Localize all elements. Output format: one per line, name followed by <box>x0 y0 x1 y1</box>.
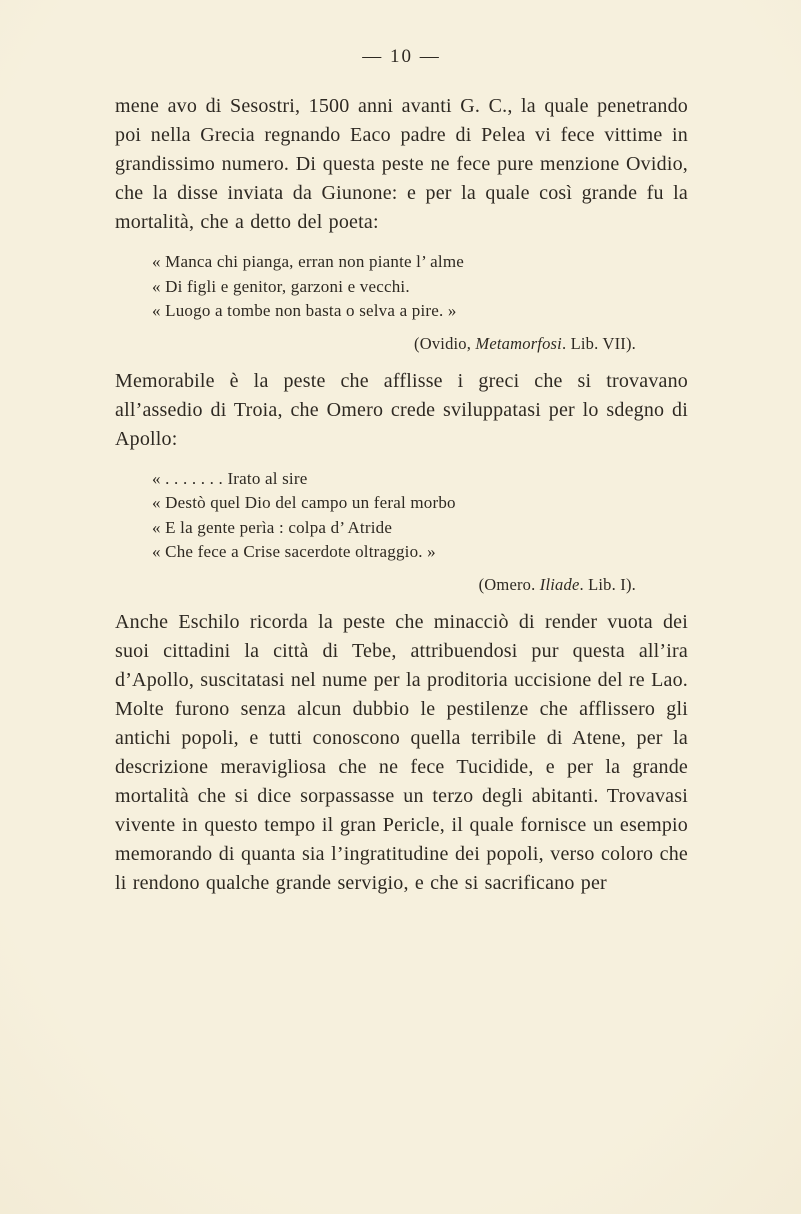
paragraph-aeschylus-athens: Anche Eschilo ricorda la peste che minacciò di render vuota dei suoi cittadini la città di Tebe, attribuendosi pur questa all’ira d’Apollo, suscitatasi nel nume per la proditoria uccisione del re Lao. Molte furono senza alcun dubbio le pestilenze che afflissero gli antichi popoli, e tutti conoscono quella terribile di Atene, per la descrizione meravigliosa che ne fece Tucidide, e per la grande mortalità che si dice sorpassasse un terzo degli abitanti. Trovavasi vivente in questo tempo il gran Pericle, il quale fornisce un esempio memorando di quanta sia l’ingratitudine dei popoli, verso coloro che li rendono qualche grande servigio, e che si sacrificano per <box>115 610 688 894</box>
paragraph-intro: mene avo di Sesostri, 1500 anni avanti G. C., la quale penetrando poi nella Grecia regnando Eaco padre di Pelea vi fece vittime in grandissimo numero. Di questa peste ne fece pure menzione Ovidio, che la disse inviata da Giunone: e per la quale così grande fu la mortalità, che a detto del poeta: <box>115 95 688 233</box>
citation-text: (Omero. <box>478 574 540 594</box>
poem-quote-homer <box>115 467 688 596</box>
verse-line: « . . . . . . . Irato al sire <box>152 468 308 488</box>
paragraph-troy-plague: Memorabile è la peste che afflisse i greci che si trovavano all’assedio di Troia, che Omero crede sviluppatasi per lo sdegno di Apollo: <box>115 369 688 450</box>
citation-homer <box>115 574 688 596</box>
citation-ovid <box>115 333 688 355</box>
verse-line: « Destò quel Dio del campo un feral morbo <box>152 493 456 512</box>
verse-line: « Di figli e genitor, garzoni e vecchi. <box>152 276 410 296</box>
citation-work-title: Iliade <box>539 574 580 594</box>
citation-text: . Lib. I). <box>579 574 636 594</box>
citation-text: (Ovidio, <box>414 333 476 353</box>
citation-text: . Lib. VII). <box>561 333 636 353</box>
verse-line: « Che fece a Crise sacerdote oltraggio. » <box>152 542 436 561</box>
verse-line: « Luogo a tombe non basta o selva a pire. » <box>152 301 457 320</box>
page-number: — 10 — <box>362 46 441 67</box>
verse-line: « Manca chi pianga, erran non piante l’ alme <box>152 252 464 271</box>
verse-line: « E la gente perìa : colpa d’ Atride <box>152 517 393 537</box>
citation-work-title: Metamorfosi <box>475 333 562 353</box>
poem-quote-ovid <box>115 250 688 355</box>
